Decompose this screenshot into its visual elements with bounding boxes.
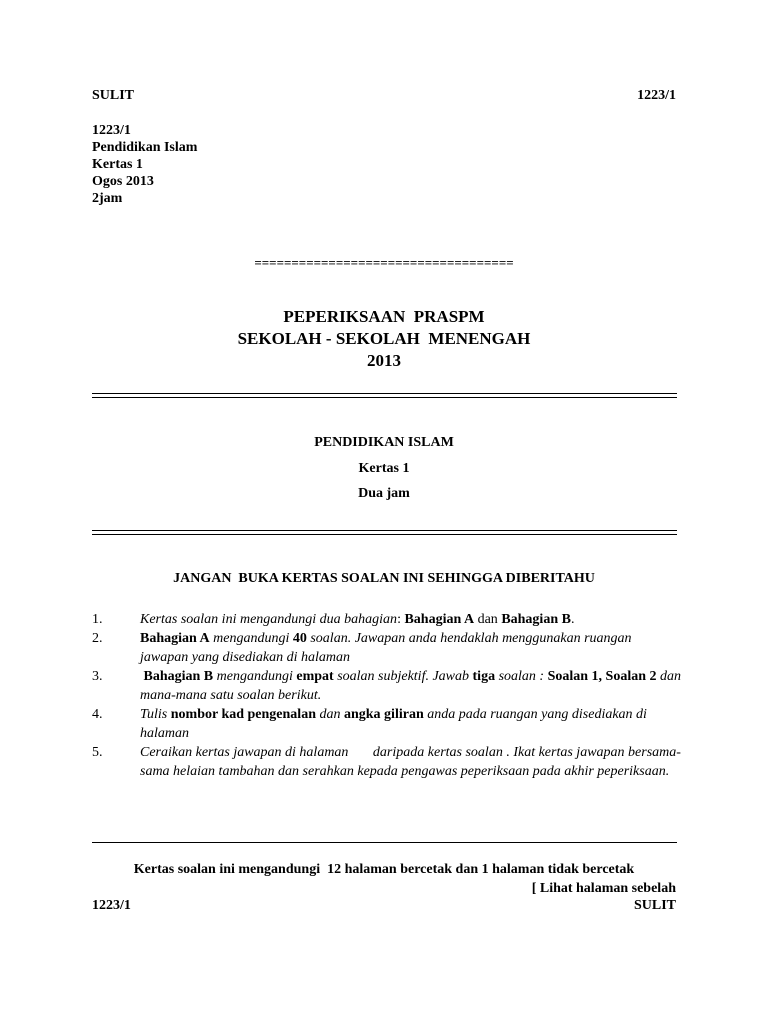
divider-top	[92, 393, 677, 398]
warning-notice: JANGAN BUKA KERTAS SOALAN INI SEHINGGA DIBERITAHU	[173, 571, 595, 586]
meta-date: Ogos 2013	[92, 174, 154, 189]
instruction-item	[92, 705, 682, 743]
separator-line: ===================================	[254, 255, 514, 270]
instruction-text	[140, 610, 682, 629]
instruction-item	[92, 743, 682, 781]
instruction-segment: Bahagian B	[501, 612, 571, 627]
instruction-item	[92, 667, 685, 705]
subject-paper: Kertas 1	[358, 461, 410, 476]
meta-duration: 2jam	[92, 191, 123, 206]
footer-divider	[92, 842, 677, 843]
footer-paper-code: 1223/1	[92, 898, 131, 913]
exam-title	[0, 306, 768, 372]
instruction-segment: angka giliran	[343, 707, 424, 722]
divider-bottom	[92, 530, 677, 535]
instruction-number: 4.	[92, 707, 103, 722]
footer-classification: SULIT	[633, 898, 676, 913]
instruction-segment: dan mana-mana satu soalan berikut.	[140, 669, 685, 703]
instructions-list	[92, 610, 685, 781]
subject-duration: Dua jam	[358, 486, 410, 501]
instruction-segment: Bahagian A	[140, 631, 210, 646]
header-paper-code: 1223/1	[637, 88, 676, 103]
exam-title-line1: PEPERIKSAAN PRASPM	[283, 307, 485, 326]
instruction-segment: Soalan 1, Soalan 2	[547, 669, 657, 684]
instruction-item	[92, 629, 682, 667]
footer-next-page: [ Lihat halaman sebelah	[531, 881, 676, 896]
instruction-text	[140, 629, 682, 667]
instruction-segment: .	[570, 612, 575, 627]
footer-page-count: Kertas soalan ini mengandungi 12 halaman bercetak dan 1 halaman tidak bercetak	[133, 862, 635, 877]
instruction-segment: 40	[292, 631, 307, 646]
instruction-segment: mengandungi	[209, 631, 293, 646]
instruction-text	[140, 743, 682, 781]
instruction-segment: Kertas soalan ini mengandungi dua bahagian	[140, 612, 398, 627]
header-classification: SULIT	[92, 88, 135, 103]
instruction-number: 1.	[92, 612, 103, 627]
instruction-text	[140, 705, 682, 743]
instruction-number: 2.	[92, 631, 103, 646]
instruction-text	[140, 667, 685, 705]
instruction-segment: empat	[296, 669, 334, 684]
exam-title-year: 2013	[367, 351, 401, 370]
instruction-segment: anda pada ruangan yang disediakan di halaman	[140, 707, 651, 741]
instruction-segment: tiga	[472, 669, 496, 684]
instruction-number: 5.	[92, 745, 103, 760]
instruction-segment: :	[397, 612, 405, 627]
instruction-segment: Ceraikan kertas jawapan di halaman daripada kertas soalan . Ikat kertas jawapan bersama-sama helaian tambahan dan serahkan kepada pengawas peperiksaan pada akhir peperiksaan.	[140, 745, 681, 779]
instruction-segment: dan	[315, 707, 344, 722]
meta-code: 1223/1	[92, 123, 131, 138]
meta-paper: Kertas 1	[92, 157, 143, 172]
instruction-segment: soalan :	[495, 669, 548, 684]
instruction-segment: Tulis	[140, 707, 171, 722]
instruction-segment: Bahagian A	[404, 612, 475, 627]
instruction-segment: Bahagian B	[140, 669, 214, 684]
subject-name: PENDIDIKAN ISLAM	[314, 435, 454, 450]
instruction-item	[92, 610, 682, 629]
paper-meta-block	[92, 122, 197, 207]
instruction-segment: soalan subjektif. Jawab	[333, 669, 473, 684]
instruction-segment: mengandungi	[213, 669, 297, 684]
instruction-segment: soalan. Jawapan anda hendaklah menggunakan ruangan jawapan yang disediakan di halaman	[140, 631, 639, 665]
instruction-number: 3.	[92, 669, 103, 684]
meta-subject: Pendidikan Islam	[92, 140, 198, 155]
instruction-segment: dan	[474, 612, 502, 627]
instruction-segment: nombor kad pengenalan	[170, 707, 316, 722]
exam-title-line2: SEKOLAH - SEKOLAH MENENGAH	[237, 329, 531, 348]
